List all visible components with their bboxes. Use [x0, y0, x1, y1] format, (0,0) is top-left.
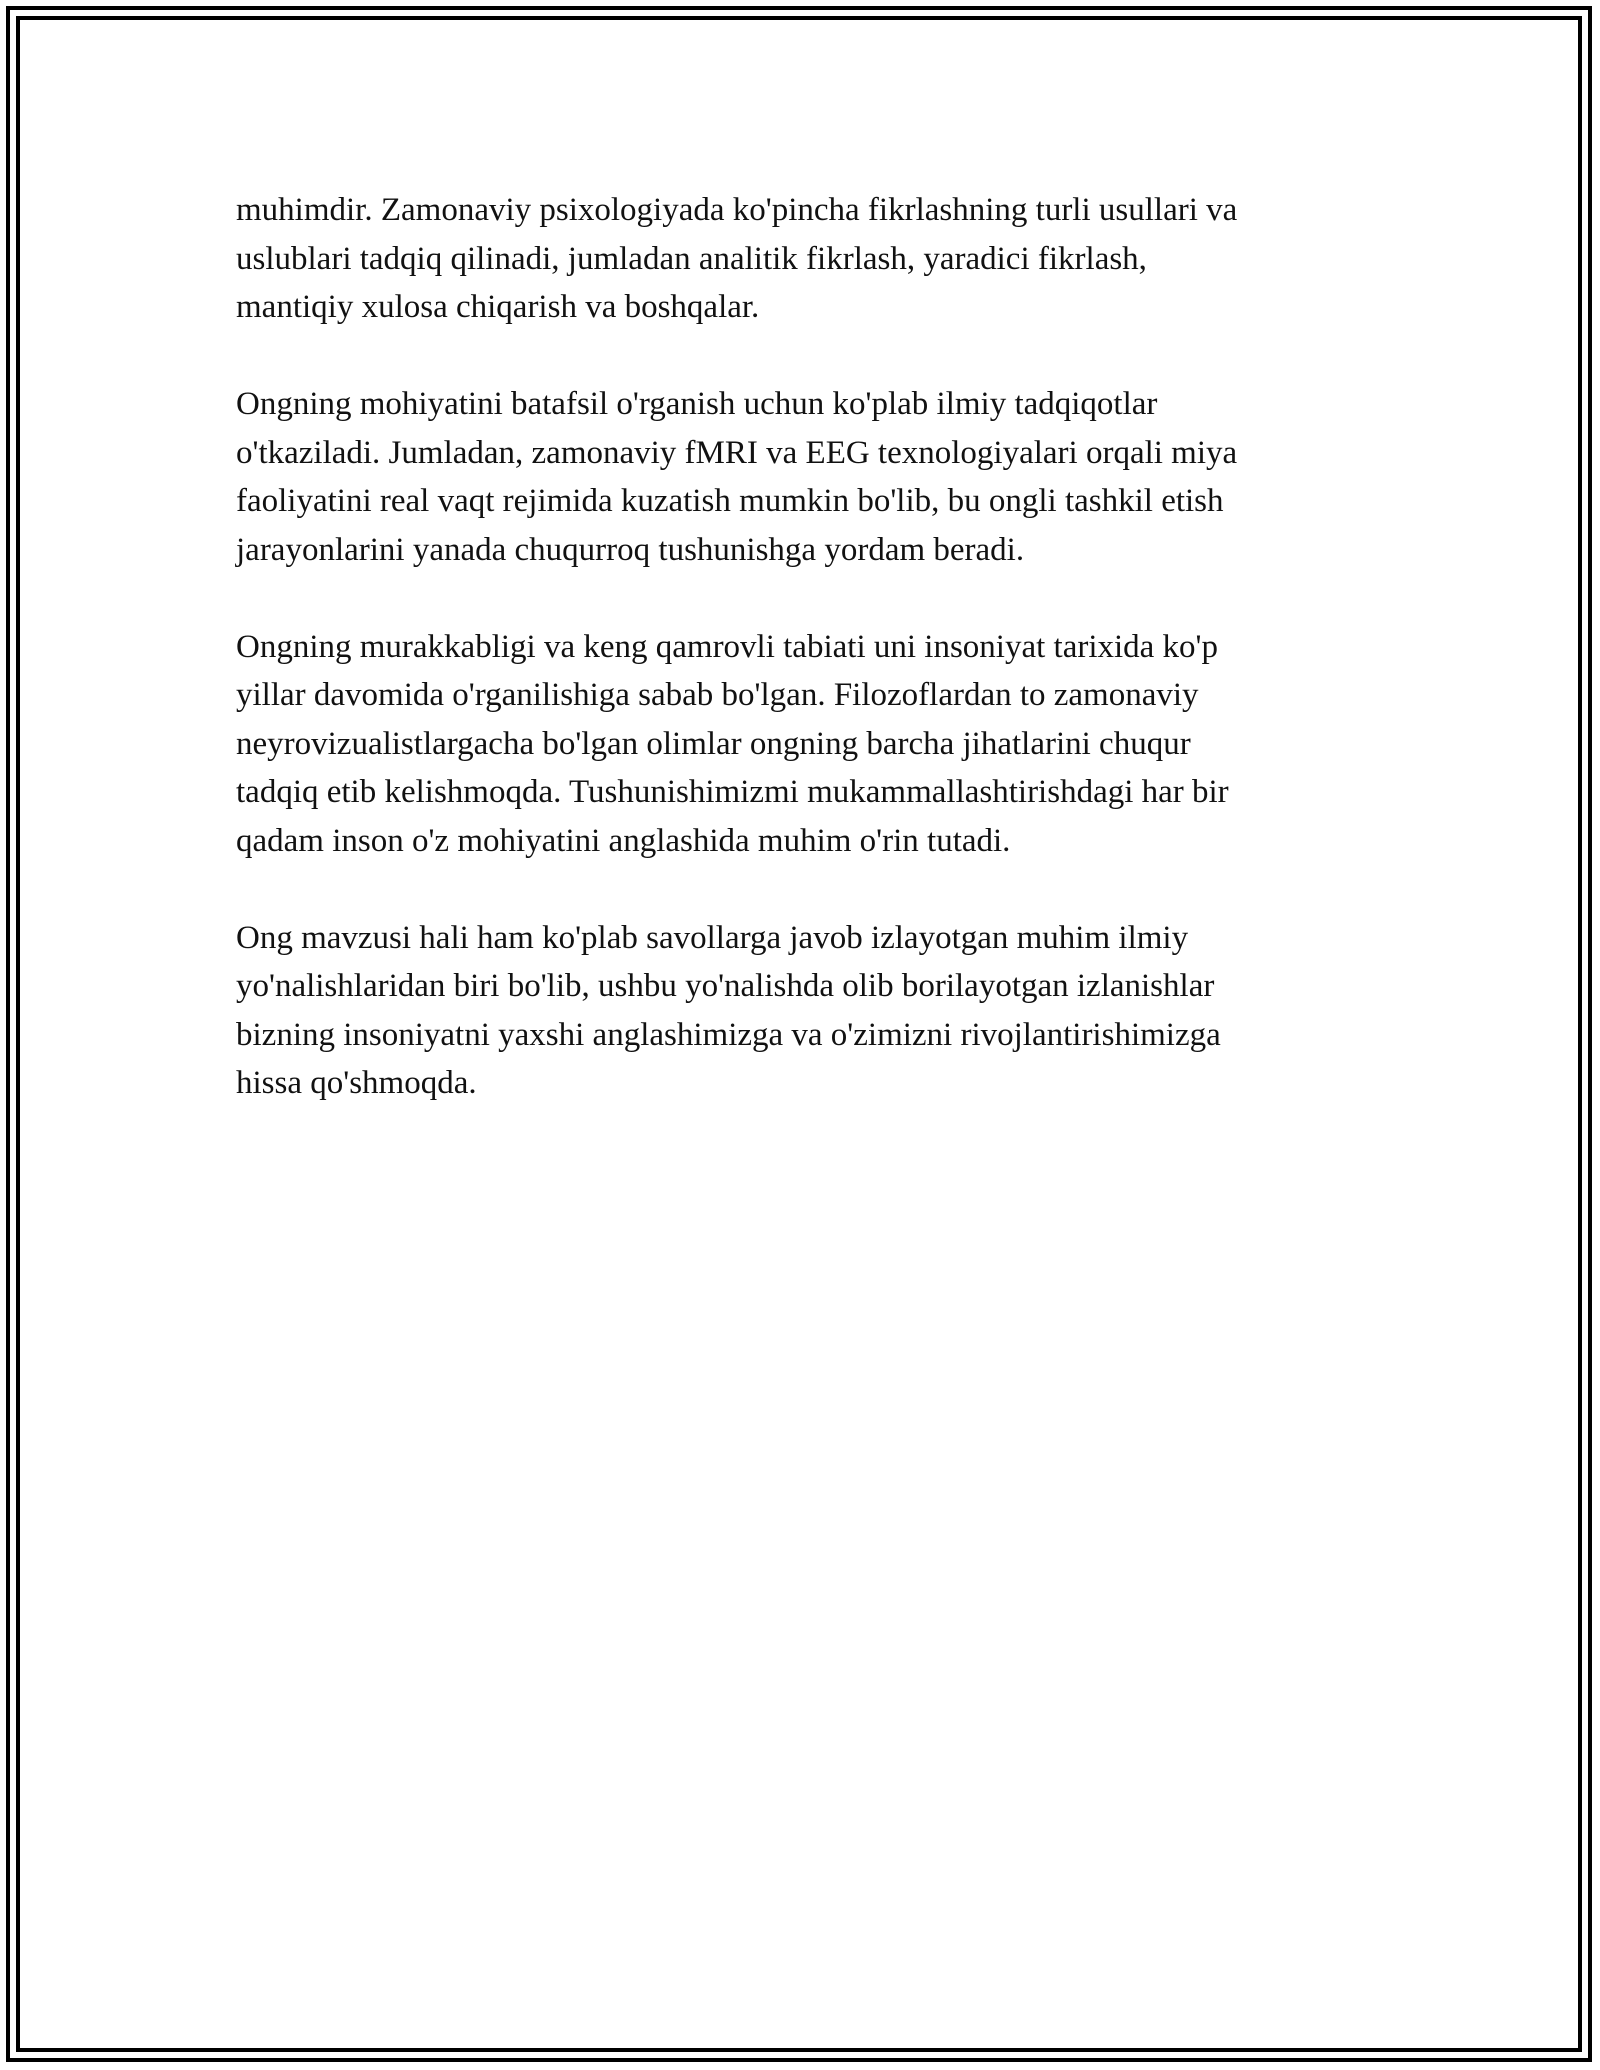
- paragraph-1: muhimdir. Zamonaviy psixologiyada ko'pincha fikrlashning turli usullari va uslublari tadqiq qilinadi, jumladan analitik fikrlash, yaradici fikrlash, mantiqiy xulosa chiqarish va boshqalar.: [236, 192, 1238, 325]
- document-body: [236, 186, 1366, 1156]
- paragraph-3: Ongning murakkabligi va keng qamrovli tabiati uni insoniyat tarixida ko'p yillar davomida o'rganilishiga sabab bo'lgan. Filozoflardan to zamonaviy neyrovizualistlargacha bo'lgan olimlar ongning barcha jihatlarini chuqur tadqiq etib kelishmoqda. Tushunishimizmi mukammallashtirishdagi har bir qadam inson o'z mohiyatini anglashida muhim o'rin tutadi.: [236, 628, 1229, 859]
- paragraph-4: Ong mavzusi hali ham ko'plab savollarga javob izlayotgan muhim ilmiy yo'nalishlaridan biri bo'lib, ushbu yo'nalishda olib borilayotgan izlanishlar bizning insoniyatni yaxshi anglashimizga va o'zimizni rivojlantirishimizga hissa qo'shmoqda.: [236, 919, 1221, 1101]
- paragraph-2: Ongning mohiyatini batafsil o'rganish uchun ko'plab ilmiy tadqiqotlar o'tkaziladi. Jumladan, zamonaviy fMRI va EEG texnologiyalari orqali miya faoliyatini real vaqt rejimida kuzatish mumkin bo'lib, bu ongli tashkil etish jarayonlarini yanada chuqurroq tushunishga yordam beradi.: [236, 386, 1238, 568]
